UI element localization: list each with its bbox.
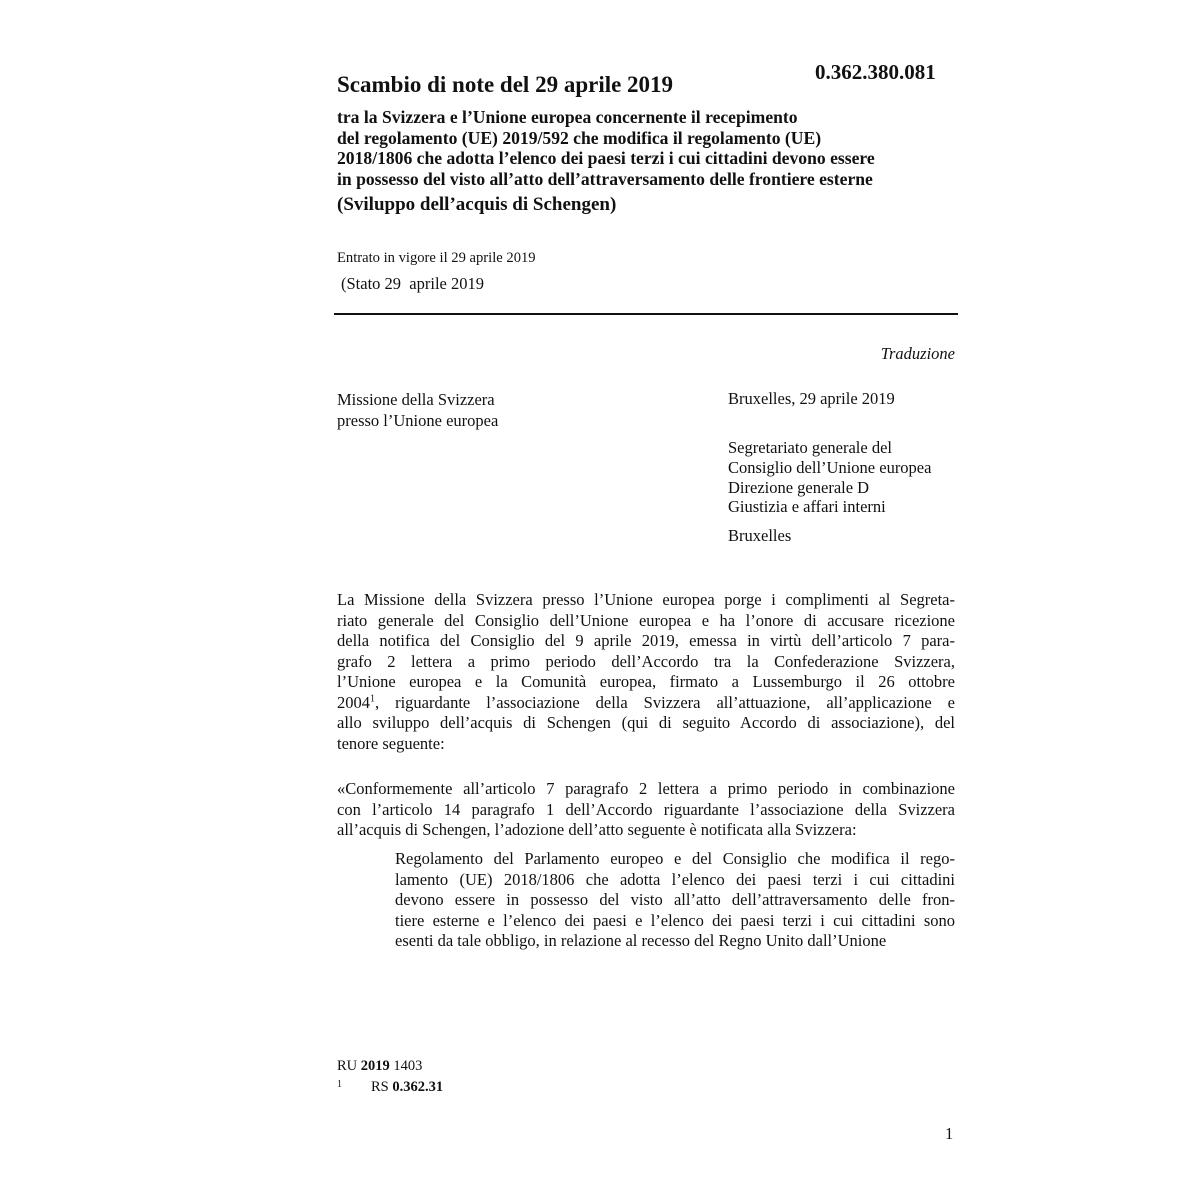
paragraph-line: [337, 693, 955, 714]
recipient-block: [728, 438, 931, 517]
paragraph-1: [337, 590, 955, 754]
recipient-line: Segretariato generale del: [728, 438, 892, 457]
paragraph-line: tenore seguente:: [337, 733, 445, 753]
paragraph-2: [337, 779, 955, 841]
paragraph-line: Regolamento del Parlamento europeo e del Consiglio che modifica il rego-: [395, 849, 955, 868]
recipient-city: Bruxelles: [728, 526, 792, 545]
paragraph-line: esenti da tale obbligo, in relazione al recesso del Regno Unito dall’Unione: [395, 931, 887, 950]
translation-label: Traduzione: [880, 344, 955, 363]
paragraph-line: devono essere in possesso del visto all’atto dell’attraversamento delle fron-: [395, 890, 955, 909]
paragraph-line: La Missione della Svizzera presso l’Unione europea porge i complimenti al Segreta-: [337, 590, 955, 609]
place-date: Bruxelles, 29 aprile 2019: [728, 389, 895, 408]
sender-block: [337, 389, 498, 431]
paragraph-line: «Conformemente all’articolo 7 paragrafo 2 lettera a primo periodo in combinazione: [337, 779, 955, 798]
footnote-mark: 1: [337, 1079, 342, 1090]
ru-page: 1403: [393, 1058, 423, 1074]
paragraph-line: con l’articolo 14 paragrafo 1 dell’Accordo riguardante l’associazione della Svizzera: [337, 799, 955, 819]
subtitle-line: del regolamento (UE) 2019/592 che modifica il regolamento (UE): [337, 127, 822, 148]
recipient-line: Direzione generale D: [728, 477, 870, 497]
page-number: 1: [945, 1124, 954, 1143]
in-force-date: Entrato in vigore il 29 aprile 2019: [337, 250, 536, 266]
paragraph-line: riato generale del Consiglio dell’Unione europea e ha l’onore di accusare ricezione: [337, 610, 955, 630]
ru-reference: [337, 1058, 422, 1075]
subtitle-line: 2018/1806 che adotta l’elenco dei paesi terzi i cui cittadini devono essere: [337, 148, 875, 168]
paragraph-line: l’Unione europea e la Comunità europea, firmato a Lussemburgo il 26 ottobre: [337, 672, 955, 691]
ru-year: 2019: [360, 1058, 390, 1074]
document-title: Scambio di note del 29 aprile 2019: [337, 72, 674, 97]
document-subtitle: [337, 107, 962, 189]
paragraph-line: tiere esterne e l’elenco dei paesi e l’elenco dei paesi terzi i cui cittadini sono: [395, 910, 955, 930]
subtitle-line: tra la Svizzera e l’Unione europea concernente il recepimento: [337, 107, 798, 127]
recipient-line: Giustizia e affari interni: [728, 497, 886, 517]
subtitle-note: (Sviluppo dell’acquis di Schengen): [337, 194, 617, 215]
paragraph-line: della notifica del Consiglio del 9 aprile 2019, emessa in virtù dell’articolo 7 para-: [337, 631, 955, 650]
paragraph-line: lamento (UE) 2018/1806 che adotta l’elenco dei paesi terzi i cui cittadini: [395, 869, 955, 889]
footnote: [337, 1079, 443, 1096]
subtitle-line: in possesso del visto all’atto dell’attraversamento delle frontiere esterne: [337, 168, 873, 189]
sender-line: presso l’Unione europea: [337, 411, 499, 430]
paragraph-3-quote: [395, 849, 955, 952]
paragraph-line: grafo 2 lettera a primo periodo dell’Accordo tra la Confederazione Svizzera,: [337, 651, 955, 671]
recipient-line: Consiglio dell’Unione europea: [728, 457, 932, 477]
footnote-ref-link[interactable]: 0.362.31: [392, 1079, 444, 1095]
status-date: (Stato 29 aprile 2019: [341, 274, 484, 293]
footnote-prefix: RS: [371, 1079, 389, 1095]
paragraph-line: allo sviluppo dell’acquis di Schengen (qui di seguito Accordo di associazione), del: [337, 713, 955, 732]
footnote-reference[interactable]: 1: [370, 693, 375, 704]
ru-prefix: RU: [337, 1058, 358, 1074]
sender-line: Missione della Svizzera: [337, 390, 495, 409]
sr-number: 0.362.380.081: [815, 60, 936, 84]
header-divider: [334, 313, 958, 315]
paragraph-line-rest: , riguardante l’associazione della Svizzera all’attuazione, all’applicazione e: [375, 692, 955, 712]
paragraph-year: 2004: [337, 692, 370, 712]
paragraph-line: all’acquis di Schengen, l’adozione dell’atto seguente è notificata alla Svizzera:: [337, 820, 857, 839]
